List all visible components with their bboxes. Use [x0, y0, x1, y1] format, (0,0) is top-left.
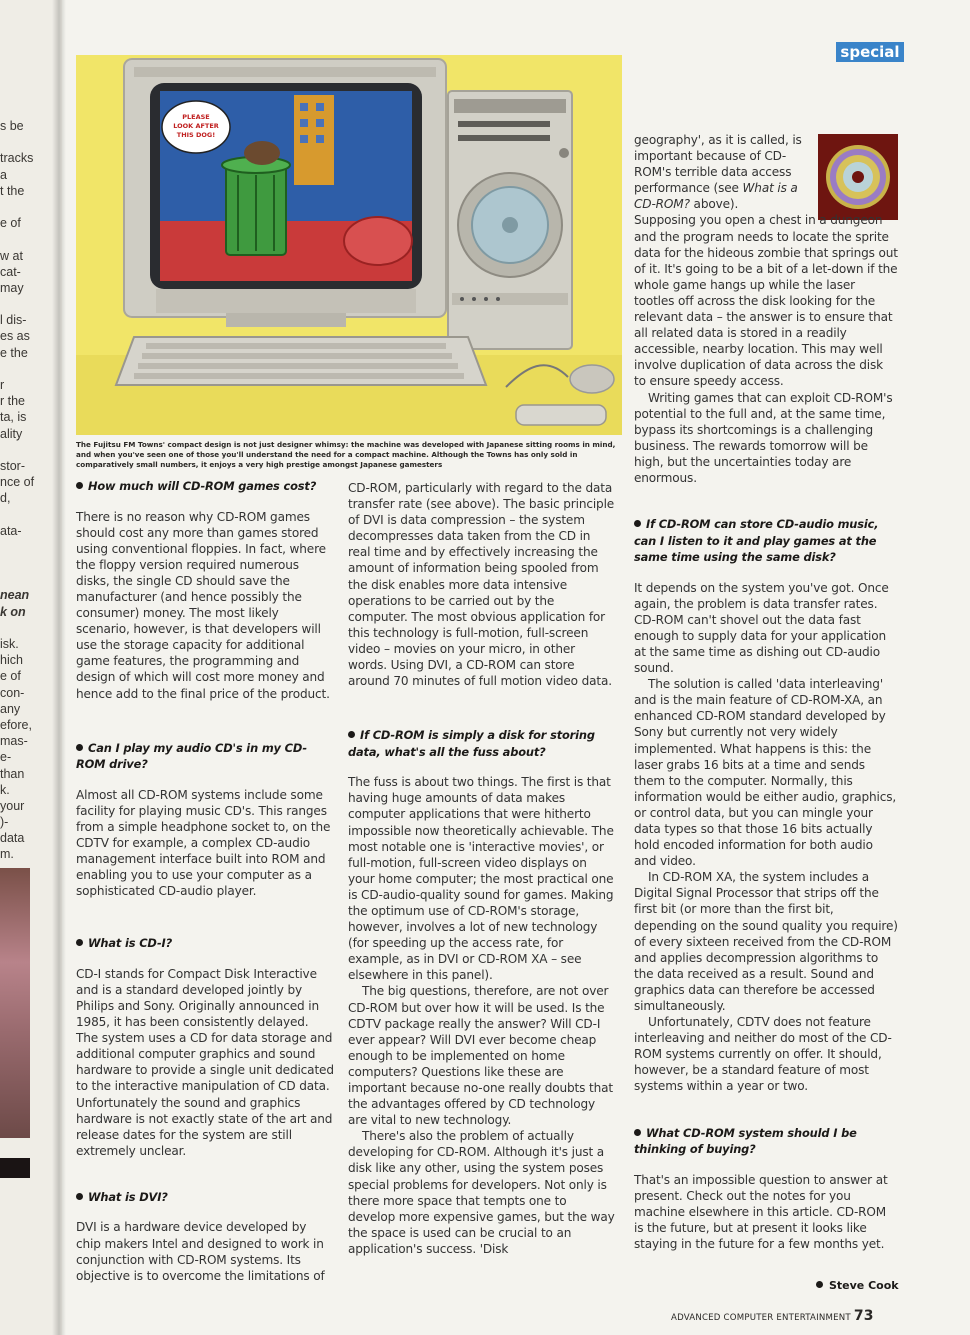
previous-page-photo [0, 868, 30, 1138]
paragraph-dvi-continued: CD-ROM, particularly with regard to the data transfer rate (see above). The basic principle of DVI is data compression – the system decompresses data taken from the CD in real time and by effectively increasing the amount of information being spooled from the disk enables more data intensive operations to be carried out by the computer. The most obvious application for this technology is full-motion, full-screen video – movies on your micro, in other words. Using DVI, a CD-ROM can store around 70 minutes of full motion video data. [348, 481, 615, 689]
previous-page-line: ata- [0, 523, 22, 538]
previous-page-line: s be [0, 119, 24, 133]
previous-page-line: data [0, 831, 25, 846]
paragraph-developing: There's also the problem of actually developing for CD-ROM. Although it's just a disk like any other, using the system poses special problems for developers. Not only is there more space that tempts one to develop more expensive games, but the way the space is used can be crucial to an application's success. 'Disk [348, 1129, 615, 1256]
previous-page-line: isk. [0, 637, 19, 651]
bullet-icon [76, 1193, 83, 1200]
previous-page-line: mas- [0, 734, 28, 749]
magazine-name: ADVANCED COMPUTER ENTERTAINMENT [671, 1313, 851, 1323]
bullet-icon [348, 731, 355, 738]
bullet-icon [76, 744, 83, 751]
column-1 [76, 478, 334, 1284]
previous-page-line [0, 296, 56, 312]
previous-page-line: your [0, 798, 25, 813]
bullet-icon [634, 520, 641, 527]
paragraph-interleaving: The solution is called 'data interleaving' and is the main feature of CD-ROM-XA, an enhanced CD-ROM standard developed by Sony but currently not very widely implemented. What happens is this: the laser grabs 16 bits at a time and sends them to the computer. Normally, this information would be either audio, graphics, or control data, but you can mingle your data types so that those 16 bits actually hold encoded information for both audio and video. [634, 677, 897, 869]
previous-page-line [0, 442, 56, 458]
column-3 [634, 132, 898, 1252]
previous-page-line: tracks [0, 151, 34, 166]
previous-page-line [0, 620, 56, 636]
previous-page-line: e the [0, 345, 28, 360]
heading-dvi: What is DVI? [76, 1189, 334, 1206]
paragraph-cost: There is no reason why CD-ROM games should cost any more than games stored using conventional floppies. In fact, where the floppy version required numerous disks, the single CD should save the manufacturer (and hence possibly the consumer) money. The most likely scenario, however, is that developers will use the storage capacity for additional game features, the programming and design of which will cost more money and hence add to the final price of the product. [76, 509, 330, 701]
paragraph-audio-cds: Almost all CD-ROM systems include some facility for playing music CD's. This ranges from a simple headphone socket to, on the CDTV for example, a complex CD-audio management interface built into ROM and enabling you to use your computer as a sophisticated CD-audio player. [76, 787, 331, 899]
paragraph-dungeon: Supposing you open a chest in a dungeon and the program needs to locate the sprite data for the hideous zombie that springs out of it. It's going to be a bit of a let-down if the whole game hangs up while the laser tootles off across the disk looking for the relevant data – the answer is to ensure that all related data is stored in a readily accessible, nearby location. This may well involve duplication of data across the disk to ensure speedy access. [634, 213, 898, 389]
previous-page-line [0, 199, 56, 215]
previous-page-line: hich [0, 653, 23, 668]
previous-page-line: k on [0, 604, 26, 619]
bullet-icon [76, 482, 83, 489]
previous-page-line: )- [0, 815, 9, 830]
paragraph-fuss: The fuss is about two things. The first is that having huge amounts of data makes computer applications that were hitherto impossible now theoretically achievable. The most notable one is 'interactive movies', or full-motion, full-screen video displays on your home computer; the most practical one is CD-audio-quality sound for games. Making the optimum use of CD-ROM's storage, however, involves a lot of new technology (for speeding up the access rate, for example, as in DVI or CD-ROM XA – see elsewhere in this panel). [348, 775, 614, 983]
paragraph-cdtv: Unfortunately, CDTV does not feature interleaving and neither do most of the CD-ROM systems currently on offer. It should, however, be a standard feature of most systems within a year or two. [634, 1015, 892, 1094]
bullet-icon [76, 939, 83, 946]
previous-page-line: ta, is [0, 410, 27, 425]
heading-fuss: If CD-ROM is simply a disk for storing data, what's all the fuss about? [348, 728, 595, 759]
previous-page-line: r the [0, 394, 26, 409]
bullet-icon [634, 1129, 641, 1136]
previous-page-line [0, 231, 56, 247]
heading-buying: What CD-ROM system should I be thinking of buying? [634, 1125, 857, 1157]
previous-page-line: ality [0, 426, 23, 441]
previous-page-photo-strip [0, 1158, 30, 1178]
previous-page-line [0, 571, 56, 587]
speech-bubble-line-3: THIS DOG! [176, 131, 216, 139]
previous-page-line: e- [0, 750, 12, 765]
speech-bubble-line-1: PLEASE [182, 113, 210, 121]
previous-page-line: cat- [0, 264, 21, 279]
previous-page-line: than [0, 766, 25, 781]
previous-page-line: nean [0, 588, 30, 603]
fm-towns-photo [76, 55, 622, 435]
previous-page-line: e of [0, 669, 21, 684]
previous-page-line [0, 134, 56, 150]
fm-towns-illustration [76, 55, 622, 435]
page-footer [671, 1308, 874, 1324]
page-gutter-shadow [52, 0, 66, 1335]
previous-page-line [0, 555, 56, 571]
previous-page-line: e of [0, 216, 21, 231]
bullet-icon [816, 1281, 823, 1288]
speech-bubble-line-2: LOOK AFTER [173, 122, 219, 130]
heading-cd-audio-music: If CD-ROM can store CD-audio music, can I listen to it and play games at the same time using the same disk? [634, 517, 879, 565]
paragraph-exploit: Writing games that can exploit CD-ROM's potential to the full and, at the same time, bypass its shortcomings is a challenging business. The rewards tomorrow will be high, but the uncertainties today are enormous. [634, 390, 893, 485]
paragraph-big-questions: The big questions, therefore, are not over CD-ROM but over how it will be used. Is the CDTV package really the answer? Will CD-I ever appear? Will DVI ever become cheap enough to be implemented on home computers? Questions like these are important because no-one really doubts that the advantages offered by CD technology are vital to new technology. [348, 984, 613, 1128]
previous-page-line [0, 361, 56, 377]
previous-page-line: stor- [0, 458, 25, 473]
previous-page-line: con- [0, 685, 25, 700]
paragraph-cd-rom-xa: In CD-ROM XA, the system includes a Digital Signal Processor that strips off the first bit (or more than the first bit, depending on the sound quality you require) of every sixteen received from the CD-ROM and applies decompression algorithms to the data received as a result. Sound and graphics data can therefore be accessed simultaneously. [634, 870, 898, 1013]
previous-page-line: efore, [0, 717, 32, 732]
previous-page-line: may [0, 280, 24, 295]
page-number: 73 [853, 1308, 874, 1324]
previous-page-line: a [0, 167, 7, 182]
previous-page-line: any [0, 701, 21, 716]
paragraph-cd-i: CD-I stands for Compact Disk Interactive and is a standard developed jointly by Philips and Sony. Originally announced in 1985, it has been consistently delayed. The system uses a CD for data storage and additional computer graphics and sound hardware to provide a single unit dedicated to the interactive manipulation of CD data. Unfortunately the sound and graphics hardware is not exactly state of the art and release dates for the system are still extremely unclear. [76, 966, 334, 1158]
previous-page-line: r [0, 378, 5, 392]
previous-page-line: es as [0, 329, 30, 344]
heading-cost: How much will CD-ROM games cost? [76, 478, 334, 495]
previous-page-line: w at [0, 248, 23, 263]
photo-caption: The Fujitsu FM Towns' compact design is not just designer whimsy: the machine was developed with Japanese sitting rooms in mind, and when you've seen one of those you'll understand the need for a compact machine. Although the Towns has only sold in comparatively small numbers, it enjoys a very high prestige amongst Japanese gamesters [76, 440, 616, 470]
column-2 [348, 480, 616, 1257]
previous-page-line [0, 507, 56, 523]
previous-page-line: nce of [0, 475, 35, 490]
previous-page-text [0, 118, 56, 863]
previous-page-line: k. [0, 782, 10, 797]
byline: Steve Cook [816, 1279, 899, 1292]
paragraph-depends: It depends on the system you've got. Once again, the problem is data transfer rates. CD-ROM can't shovel out the data fast enough to supply data for your application at the same time as dishing out CD-audio sound. [634, 580, 889, 676]
paragraph-buying: That's an impossible question to answer at present. Check out the notes for you machine elsewhere in this article. CD-ROM is the future, but at present it looks like staying in the future for a few months yet. [634, 1172, 888, 1251]
heading-cd-i: What is CD-I? [76, 935, 334, 952]
paragraph-disk-geography: geography', as it is called, is important because of CD-ROM's terrible data access performance (see What is a CD-ROM? above). [634, 133, 802, 212]
section-tag: special [836, 42, 904, 62]
previous-page-line: t the [0, 183, 25, 198]
heading-audio-cds: Can I play my audio CD's in my CD-ROM drive? [76, 740, 307, 772]
previous-page-line: l dis- [0, 313, 27, 328]
paragraph-dvi: DVI is a hardware device developed by chip makers Intel and designed to work in conjunction with CD-ROM systems. Its objective is to overcome the limitations of [76, 1220, 325, 1283]
previous-page-line: m. [0, 847, 14, 862]
previous-page-line: d, [0, 491, 11, 506]
previous-page-line [0, 539, 56, 555]
